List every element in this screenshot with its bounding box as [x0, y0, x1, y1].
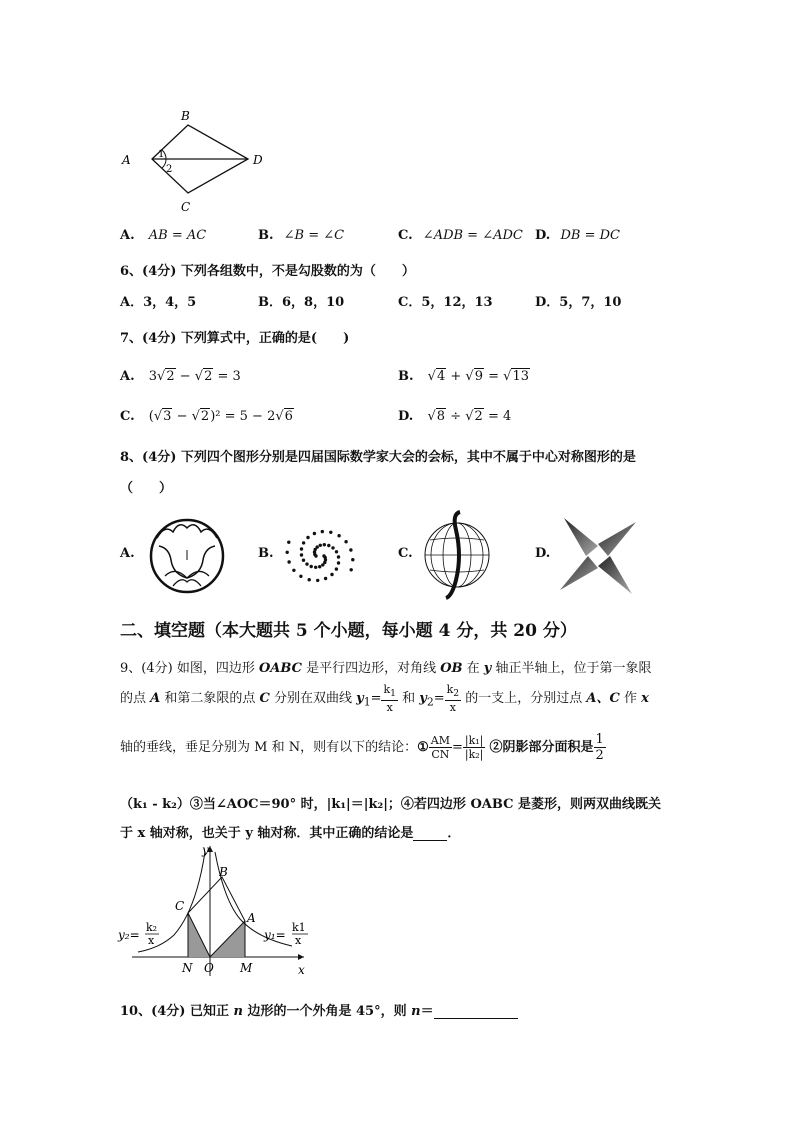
q7-d-result: = 4 — [483, 409, 512, 424]
fraction-one-half — [594, 732, 606, 763]
q9-l2-a: A — [150, 691, 161, 707]
q7-b-rad3: 13 — [512, 369, 529, 384]
spiral-dot — [350, 568, 353, 571]
axis-label-x: x — [298, 963, 305, 977]
q9-l1-ob: OB — [440, 661, 463, 676]
q5-label-b: B. — [258, 228, 274, 243]
q9-l2-ac: A、C — [586, 691, 620, 707]
q9-l3-half-n: 1 — [595, 732, 604, 747]
q7-c-rad2: 2 — [200, 409, 210, 424]
answer-blank-q9[interactable] — [413, 826, 447, 841]
q7-option-b: B. √4 + √9 = √13 — [398, 369, 529, 384]
answer-blank-q10[interactable] — [434, 1004, 518, 1019]
q5-label-c: C. — [398, 228, 413, 243]
q9-l2-post: 的一支上，分别过点 — [461, 691, 587, 707]
q6-option-c: C．5，12，13 — [398, 295, 493, 310]
q5-options — [120, 228, 206, 243]
spiral-dot — [305, 562, 308, 565]
q8-label-c: C. — [398, 546, 413, 561]
q9-l3-cn: CN — [431, 748, 450, 761]
q9-l1-oabc: OABC — [258, 661, 302, 676]
q9-line4: （k₁ - k₂）③当∠AOC＝90° 时，|k₁|＝|k₂|；④若四边形 OABC 是菱形，则两双曲线既关 — [120, 797, 661, 812]
spiral-dot — [337, 555, 340, 558]
q7-label-b: B. — [398, 369, 414, 384]
logo-a-figure — [145, 516, 229, 596]
spiral-dot — [321, 530, 324, 533]
q7-b-rad1: 4 — [436, 369, 446, 384]
q9-l2-y1: y — [356, 691, 364, 707]
spiral-dot — [321, 563, 324, 566]
fraction-k2-x — [445, 683, 462, 714]
q9-l2-x2: x — [449, 701, 456, 715]
q9-l2-k1: k — [383, 683, 391, 696]
q9-l2-y2: y — [419, 691, 427, 707]
spiral-dot — [302, 541, 305, 544]
q7-d-rad1: 8 — [436, 409, 446, 424]
q7-label-d: D. — [398, 409, 414, 424]
q9-l2-pre: 的点 — [120, 691, 151, 707]
logo-b-figure — [280, 518, 360, 594]
q5-option-b-wrap — [258, 228, 344, 243]
q9-l2-eq2: = — [433, 691, 445, 707]
q6-option-a: A．3，4，5 — [120, 295, 197, 310]
q9-l2-k1-sub: 1 — [390, 688, 396, 700]
q5-label-a: A. — [120, 228, 135, 243]
q7-label-c: C. — [120, 409, 135, 424]
q7-label-a: A. — [120, 369, 135, 384]
q5-label-d: D. — [535, 228, 551, 243]
fraction-am-cn — [429, 734, 452, 761]
q5-option-a: AB = AC — [148, 228, 207, 243]
q7-d-div: ÷ — [446, 409, 466, 424]
spiral-dot — [335, 550, 338, 553]
q9-l2-c: C — [259, 691, 270, 707]
label-o: O — [204, 961, 214, 975]
q7-d-rad2: 2 — [474, 409, 483, 424]
spiral-dot — [318, 565, 321, 568]
q9-line2 — [120, 683, 649, 714]
q7-stem: 7、(4分) 下列算式中，正确的是( ) — [120, 331, 350, 346]
q9-l3-c1: ① — [417, 740, 429, 755]
q6-stem: 6、(4分) 下列各组数中，不是勾股数的为（ ） — [120, 264, 415, 279]
label-c: C — [175, 899, 185, 913]
q7-a-coef: 3 — [148, 369, 158, 384]
q9-l3-k2: |k₂| — [464, 748, 484, 761]
spiral-dot — [292, 569, 295, 572]
curve-label-left-x: x — [148, 934, 155, 947]
label-angle1: 1 — [158, 149, 165, 160]
q9-l2-post2: 作 — [619, 691, 642, 707]
q9-l2-k2: k — [446, 683, 454, 696]
spiral-dot — [337, 534, 340, 537]
logo-d-figure — [558, 516, 638, 596]
spiral-dot — [302, 559, 305, 562]
quadrilateral-figure — [118, 105, 278, 217]
q7-option-c: C. (√3 − √2)² = 5 − 2√6 — [120, 409, 293, 424]
q8-stem: 8、(4分) 下列四个图形分别是四届国际数学家大会的会标，其中不属于中心对称图形的是 — [120, 450, 636, 465]
spiral-dot — [314, 566, 317, 569]
q9-l2-eq: = — [370, 691, 382, 707]
q9-l3-c2: ②阴影部分面积是 — [489, 740, 594, 755]
q9-l2-y2-sub: 2 — [426, 695, 434, 709]
spiral-dot — [300, 547, 303, 550]
q7-a-rad1: 2 — [166, 369, 175, 384]
spiral-dot — [319, 544, 322, 547]
label-b: B — [181, 109, 190, 123]
q10-eq: ＝ — [420, 1004, 434, 1019]
q8-label-d: D. — [535, 546, 551, 561]
spiral-dot — [327, 544, 330, 547]
label-m: M — [240, 961, 253, 975]
q9-l1-y: y — [483, 661, 492, 676]
spiral-dot — [316, 579, 319, 582]
q10-line — [120, 1000, 518, 1019]
spiral-dot — [306, 536, 309, 539]
curve-label-right-k: k1 — [292, 921, 306, 934]
q9-line5 — [120, 822, 460, 841]
q10-pre: 10、(4分) 已知正 — [120, 1004, 234, 1019]
spiral-dot — [335, 567, 338, 570]
q9-l3-eq: = — [451, 740, 463, 755]
axis-label-y: y — [202, 843, 209, 857]
curve-label-left-k: k₂ — [146, 921, 158, 934]
hyperbola-figure — [112, 840, 312, 980]
spiral-dot — [300, 553, 303, 556]
q9-line3 — [120, 732, 606, 763]
label-a: A — [122, 153, 131, 167]
spiral-dot — [337, 561, 340, 564]
q10-n: n — [233, 1004, 243, 1019]
curve-label-right-x: x — [295, 934, 302, 947]
spiral-dot — [299, 575, 302, 578]
spiral-dot — [313, 532, 316, 535]
fraction-k1-k2 — [463, 734, 486, 761]
q9-l3-k1: |k₁| — [464, 734, 484, 747]
label-c: C — [181, 200, 191, 214]
q9-l1-mid: 是平行四边形，对角线 — [301, 661, 441, 676]
q6-option-d: D．5，7，10 — [535, 295, 622, 310]
q9-l3-pre: 轴的垂线，垂足分别为 M 和 N，则有以下的结论： — [120, 740, 418, 755]
spiral-dot — [316, 545, 319, 548]
q9-l5-pre: 于 x 轴对称，也关于 y 轴对称．其中正确的结论是 — [120, 826, 414, 841]
q9-l2-x: x — [641, 691, 649, 707]
q7-c-rad3: 6 — [284, 409, 293, 424]
spiral-dot — [351, 558, 354, 561]
spiral-dot — [308, 578, 311, 581]
spiral-dot — [310, 565, 313, 568]
q5-option-d-wrap — [535, 228, 620, 243]
q9-l5-post: ． — [447, 826, 461, 841]
spiral-dot — [331, 546, 334, 549]
section-title: 二、填空题（本大题共 5 个小题，每小题 4 分，共 20 分） — [120, 621, 577, 641]
q5-option-c: ∠ADB = ∠ADC — [422, 228, 523, 243]
q7-c-open: ( — [148, 409, 154, 424]
q7-b-plus: + — [446, 369, 466, 384]
q8-label-b: B. — [258, 546, 274, 561]
q7-a-result: = 3 — [213, 369, 241, 384]
q9-l3-half-d: 2 — [595, 748, 604, 763]
q7-b-rad2: 9 — [474, 369, 483, 384]
spiral-dot — [329, 531, 332, 534]
q7-c-minus: − — [172, 409, 192, 424]
q7-b-eq: = — [483, 369, 504, 384]
q7-a-rad2: 2 — [204, 369, 213, 384]
label-d: D — [253, 153, 263, 167]
curve-label-left: y₂= — [118, 928, 140, 942]
spiral-dot — [287, 560, 290, 563]
q9-l2-y1-sub: 1 — [363, 695, 371, 709]
label-angle2: 2 — [166, 164, 173, 175]
q7-a-minus: − — [175, 369, 195, 384]
q10-mid: 边形的一个外角是 45°，则 — [242, 1004, 412, 1019]
q9-l2-mid2: 分别在双曲线 — [269, 691, 357, 707]
label-a: A — [247, 911, 256, 925]
q9-l2-mid: 和第二象限的点 — [160, 691, 260, 707]
q5-option-b: ∠B = ∠C — [283, 228, 345, 243]
q5-option-d: DB = DC — [560, 228, 620, 243]
q9-l2-and: 和 — [397, 691, 420, 707]
q6-option-b: B．6，8，10 — [258, 295, 345, 310]
logo-c-figure — [420, 510, 494, 600]
q9-l1-mid2: 在 — [462, 661, 484, 676]
q8-label-a: A. — [120, 546, 135, 561]
q8-paren: （ ） — [120, 481, 173, 496]
fraction-k1-x — [381, 683, 398, 714]
spiral-dot — [287, 541, 290, 544]
label-n: N — [182, 961, 193, 975]
q9-l1-post: 轴正半轴上，位于第一象限 — [491, 661, 652, 676]
q7-c-rad1: 3 — [163, 409, 172, 424]
q7-c-close: )² = 5 − 2 — [210, 409, 276, 424]
spiral-dot — [324, 577, 327, 580]
q9-l2-x1: x — [386, 701, 393, 715]
label-b: B — [219, 865, 228, 879]
q10-n2: n — [411, 1004, 421, 1019]
spiral-dot — [286, 551, 289, 554]
q9-l2-k2-sub: 2 — [453, 688, 460, 700]
spiral-dot — [344, 540, 347, 543]
spiral-dot — [330, 573, 333, 576]
curve-label-right: y₁= — [264, 928, 286, 942]
q9-line1 — [120, 657, 652, 676]
q7-option-a: A. 3√2 − √2 = 3 — [120, 369, 241, 384]
q7-option-d: D. √8 ÷ √2 = 4 — [398, 409, 512, 424]
spiral-dot — [323, 543, 326, 546]
q5-option-c-wrap — [398, 228, 523, 243]
spiral-dot — [349, 548, 352, 551]
q9-l1-pre: 9、(4分) 如图，四边形 — [120, 661, 259, 676]
q9-l3-am: AM — [430, 734, 450, 747]
